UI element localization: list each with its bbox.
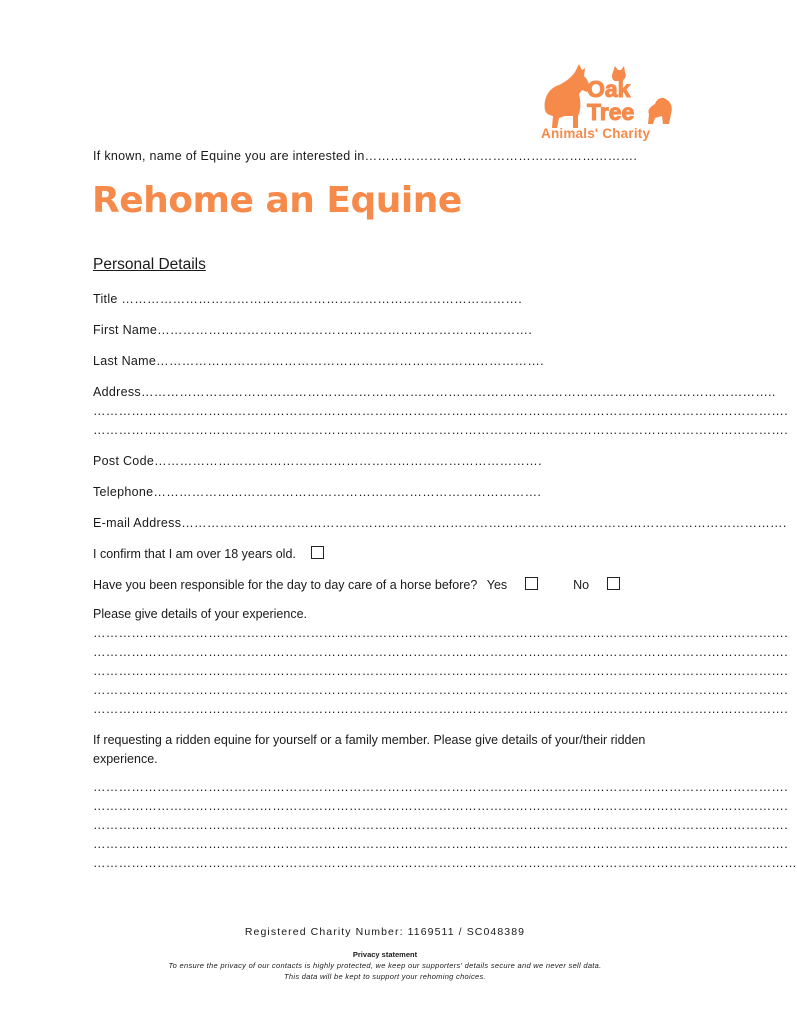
- age-confirm-label: I confirm that I am over 18 years old.: [93, 547, 296, 561]
- yes-label: Yes: [486, 578, 508, 592]
- no-label: No: [573, 578, 590, 592]
- experience-line-1[interactable]: ……………………………………………………………………………………………………………………………………………….: [93, 626, 788, 640]
- page-title: Rehome an Equine: [92, 180, 462, 221]
- ridden-line-4[interactable]: ……………………………………………………………………………………………………………………………………………….: [93, 837, 788, 851]
- experience-line-3[interactable]: ……………………………………………………………………………………………………………………………………………….: [93, 664, 788, 678]
- age-confirm-row: [93, 546, 324, 561]
- address-field[interactable]: Address…………………………………………………………………………………………………………………………………..: [93, 385, 776, 399]
- experience-line-2[interactable]: ……………………………………………………………………………………………………………………………………………….: [93, 645, 788, 659]
- section-title: Personal Details: [93, 256, 206, 273]
- ridden-line-3[interactable]: ……………………………………………………………………………………………………………………………………………….: [93, 818, 788, 832]
- logo-word-oak: Oak: [587, 76, 631, 102]
- address-field-line2[interactable]: ……………………………………………………………………………………………………………………………………………….: [93, 404, 788, 418]
- logo-tagline: Animals' Charity: [541, 126, 651, 141]
- logo-word-tree: Tree: [587, 99, 635, 125]
- privacy-text-line2: This data will be kept to support your rehoming choices.: [284, 972, 486, 981]
- first-name-field[interactable]: First Name…………………………………………………………………………….: [93, 323, 533, 337]
- horse-care-row: [93, 577, 620, 592]
- oak-tree-logo: [535, 58, 685, 150]
- address-field-line3[interactable]: ……………………………………………………………………………………………………………………………………………….: [93, 423, 788, 437]
- email-field[interactable]: E-mail Address…………………………………………………………………………………………………………………………….: [93, 516, 787, 530]
- telephone-field[interactable]: Telephone……………………………………………………………………………….: [93, 485, 542, 499]
- yes-checkbox[interactable]: [525, 577, 538, 590]
- title-field[interactable]: Title ………………………………………………………………………………….: [93, 292, 522, 306]
- ridden-line-1[interactable]: ……………………………………………………………………………………………………………………………………………….: [93, 780, 788, 794]
- ridden-line-5[interactable]: …………………………………………………………………………………………………………………………………………………: [93, 856, 797, 870]
- experience-prompt: Please give details of your experience.: [93, 607, 308, 621]
- ridden-prompt: If requesting a ridden equine for yourself or a family member. Please give details of your/their ridden experience.: [93, 733, 646, 766]
- charity-number: Registered Charity Number: 1169511 / SC048389: [244, 926, 526, 938]
- post-code-field[interactable]: Post Code……………………………………………………………………………….: [93, 454, 542, 468]
- experience-line-4[interactable]: ……………………………………………………………………………………………………………………………………………….: [93, 683, 788, 697]
- age-confirm-checkbox[interactable]: [311, 546, 324, 559]
- horse-care-question: Have you been responsible for the day to day care of a horse before?: [93, 578, 478, 592]
- experience-line-5[interactable]: ……………………………………………………………………………………………………………………………………………….: [93, 702, 788, 716]
- privacy-text-line1: To ensure the privacy of our contacts is highly protected, we keep our supporters' details secure and we never sell data.: [168, 961, 602, 970]
- ridden-line-2[interactable]: ……………………………………………………………………………………………………………………………………………….: [93, 799, 788, 813]
- no-checkbox[interactable]: [607, 577, 620, 590]
- last-name-field[interactable]: Last Name……………………………………………………………………………….: [93, 354, 544, 368]
- privacy-title: Privacy statement: [352, 950, 418, 959]
- equine-name-field[interactable]: If known, name of Equine you are interested in……………………………………………………….: [93, 149, 638, 163]
